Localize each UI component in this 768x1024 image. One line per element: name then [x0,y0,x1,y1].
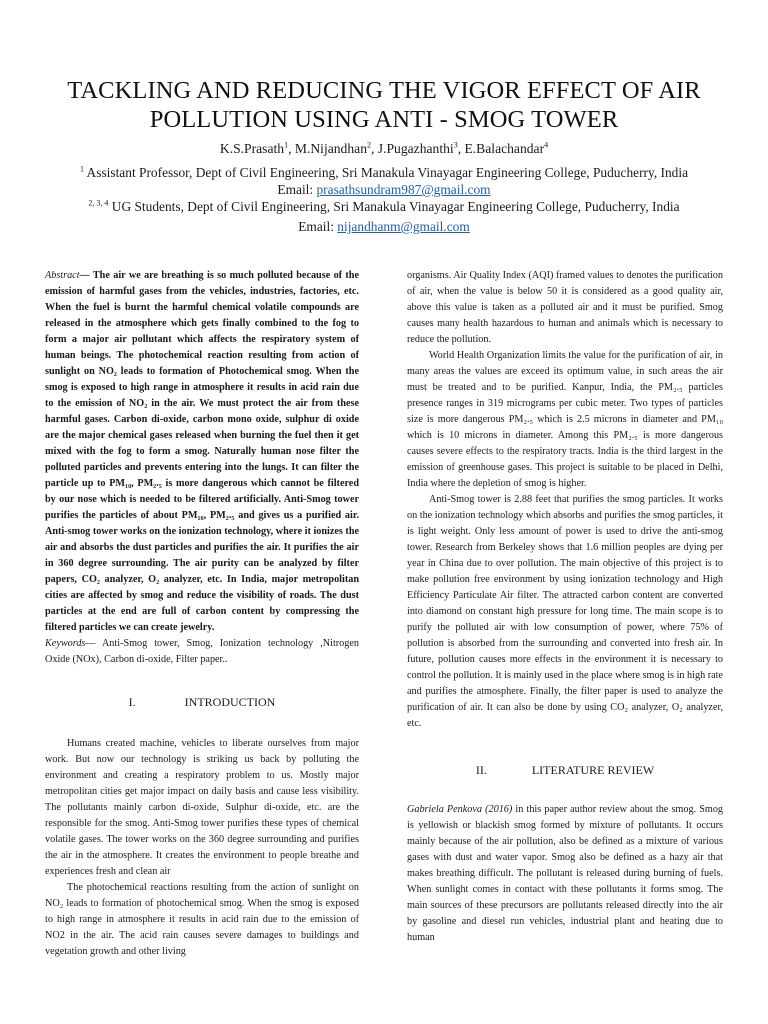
paper-title [30,76,738,134]
author-sep: , [288,141,295,156]
affiliation-sup: 2, 3, 4 [88,198,109,208]
email-line-2 [0,219,768,235]
affiliation-2 [0,199,768,215]
right-column [407,268,723,946]
email-line-1 [0,182,768,198]
section-title: INTRODUCTION [184,695,276,709]
title-line-1: TACKLING AND REDUCING THE VIGOR EFFECT OF AIR [67,77,701,104]
right-paragraph-2: World Health Organization limits the value for the purification of air, in many areas the values are exceed its optimum value, in such areas the air must be treated and to be purified. Kanpur, India, the PM₂.₅ particles presence ranges in 319 micrograms per cubic meter. Two types of particles size is more dangerous PM₂.₅ which is 2.5 microns in diameter and PM₁₀ which is 10 microns in diameter. Among this PM₂.₅ is more dangerous causes severe effects to the respiratory tracts. India is the third largest in the emission of greenhouse gases. This project is suitable to be placed in Delhi, India where the depletion of smog is higher. [407,350,723,489]
intro-paragraph-2: The photochemical reactions resulting from the action of sunlight on NO₂ leads to formation of photochemical smog. When the smog is exposed to high range in atmosphere it results in acid rain due to the emission of NO2 in the air. The acid rain causes severe damages to buildings and vegetation growth and other living [45,882,359,957]
literature-paragraph-1 [407,802,723,946]
author-name: K.S.Prasath [219,141,285,156]
author-list [0,140,768,158]
author-name: M.Nijandhan [294,141,367,156]
section-heading-introduction [45,694,359,710]
section-number: I. [128,695,136,709]
title-line-2: POLLUTION USING ANTI - SMOG TOWER [149,106,619,133]
abstract-dash: — [79,270,93,281]
left-column [45,268,359,960]
affiliation-text: UG Students, Dept of Civil Engineering, Sri Manakula Vinayagar Engineering College, Puducherry, India [108,199,680,214]
keywords-text: Anti-Smog tower, Smog, Ionization technology ,Nitrogen Oxide (NOx), Carbon di-oxide, Filter paper.. [45,638,359,665]
keywords-label: Keywords [45,638,86,649]
section-title: LITERATURE REVIEW [531,763,655,777]
email-link[interactable]: prasathsundram987@gmail.com [316,182,491,197]
affiliation-sup: 1 [79,164,84,174]
affiliation-1 [0,165,768,181]
author-sup: 1 [284,140,289,150]
intro-paragraph-1: Humans created machine, vehicles to liberate ourselves from major work. But now our technology is striking us back by polluting the environment and creating a respiratory problem to us. Mostly major metropolitan cities get major impact on daily basis and cause less visibility. The pollutants mainly carbon di-oxide, Sulphur di-oxide, etc. are the responsible for the smog. Anti-Smog tower purifies these types of chemical volatile gases. The tower works on the 360 degree surrounding and purifies the air in the atmosphere. It creates the environment to people breathe and experiences fresh and clean air [45,738,359,877]
author-sep: , [371,141,378,156]
abstract-body: The air we are breathing is so much polluted because of the emission of harmful gases from the vehicles, industries, factories, etc. When the fuel is burnt the harmful chemical volatile compounds are released in the atmosphere which gets finally combined to the fog to form a major air pollutant which affects the respiratory system of human beings. The photochemical reaction resulting from action of sunlight on NO₂ leads to formation of Photochemical smog. When the smog is exposed to high range in atmosphere it results in acid rain due to the emission of NO₂ in the air. We must protect the air from these harmful gases. Carbon di-oxide, carbon mono oxide, sulphur di oxide are the major chemical gases released when burning the fuel then it get mixed with the fog to form a smog. Naturally human nose filter the polluted particles and prevents entering into the lungs. It can filter the particle up to PM₁₀, PM₂.₅ is more dangerous which cannot be filtered by our nose which is needed to be filtered artificially. Anti-Smog tower purifies the particles of about PM₁₀, PM₂.₅ and gives us a purified air. Anti-smog tower works on the ionization technology, where it ionizes the air and absorbs the dust particles and purifies the air. It purifies the air in 360 degree surrounding. The air purity can be analyzed by filter papers, CO₂ analyzer, O₂ analyzer, etc. In India, major metropolitan cities are affected by smog and reduce the visibility of roads. The dust particles at the end are full of carbon content by compressing the filtered particles we can create jewelry. [45,270,360,633]
author-name: J.Pugazhanthi [377,141,454,156]
email-label: Email: [298,219,338,234]
email-link[interactable]: nijandhanm@gmail.com [337,219,470,234]
keywords [45,636,359,668]
author-sup: 3 [453,140,458,150]
citation-author: Gabriela Penkova (2016) [407,804,513,815]
author-sup: 4 [544,140,549,150]
author-sup: 2 [367,140,371,150]
keywords-dash: — [85,638,102,649]
abstract-label: Abstract [45,270,80,281]
affiliation-text: Assistant Professor, Dept of Civil Engineering, Sri Manakula Vinayagar Engineering College, Puducherry, India [83,165,689,180]
abstract [45,268,359,636]
author-name: E.Balachandar [464,141,545,156]
email-label: Email: [277,182,317,197]
section-number: II. [475,763,487,777]
right-paragraph-1: organisms. Air Quality Index (AQI) framed values to denotes the purification of air, when the value is below 50 it is considered as a good quality air, above this value is taken as a polluted air and it must be purified. Smog causes many health hazardous to human and animals which is necessary to reduce the pollution. [407,270,723,345]
author-sep: , [457,141,465,156]
right-paragraph-3: Anti-Smog tower is 2.88 feet that purifies the smog particles. It works on the ionization technology which absorbs and purifies the smog particles, it is light weight. Only less amount of power is used to drive the anti-smog tower. Research from Berkeley shows that 1.6 million peoples are dying per year in China due to over pollution. The main objective of this project is to make pollution free environment by using ionization technology and High Efficiency Particulate Air filter. The attracted carbon content are converted into diamond on constant high pressure for long time. The main scope is to purify the polluted air with low consumption of power, where 75% of pollution is absorbed from the surrounding and converted into fresh air. In future, pollution causes more effects in the environment it is necessary to control the pollution. It is mainly used in the place where smog is in high rate and purifies the atmosphere. Finally, the filter paper is used to analyze the purification of air. It can also be done by using CO₂ analyzer, O₂ analyzer, etc. [407,494,723,729]
literature-text: in this paper author review about the smog. Smog is yellowish or blackish smog formed by mixture of pollutants. It occurs mainly because of the air pollution, also be defined as a mixture of various gases with dust and water vapor. Smog also be defined as a hazy air that makes breathing difficult. The pollutant is released during burning of fuels. When sunlight comes in contact with these pollutants it forms smog. The main sources of these precursors are pollutants released directly into the air by gasoline and diesel run vehicles, industrial plant and heating due to human [407,804,724,943]
section-heading-literature [407,762,723,778]
